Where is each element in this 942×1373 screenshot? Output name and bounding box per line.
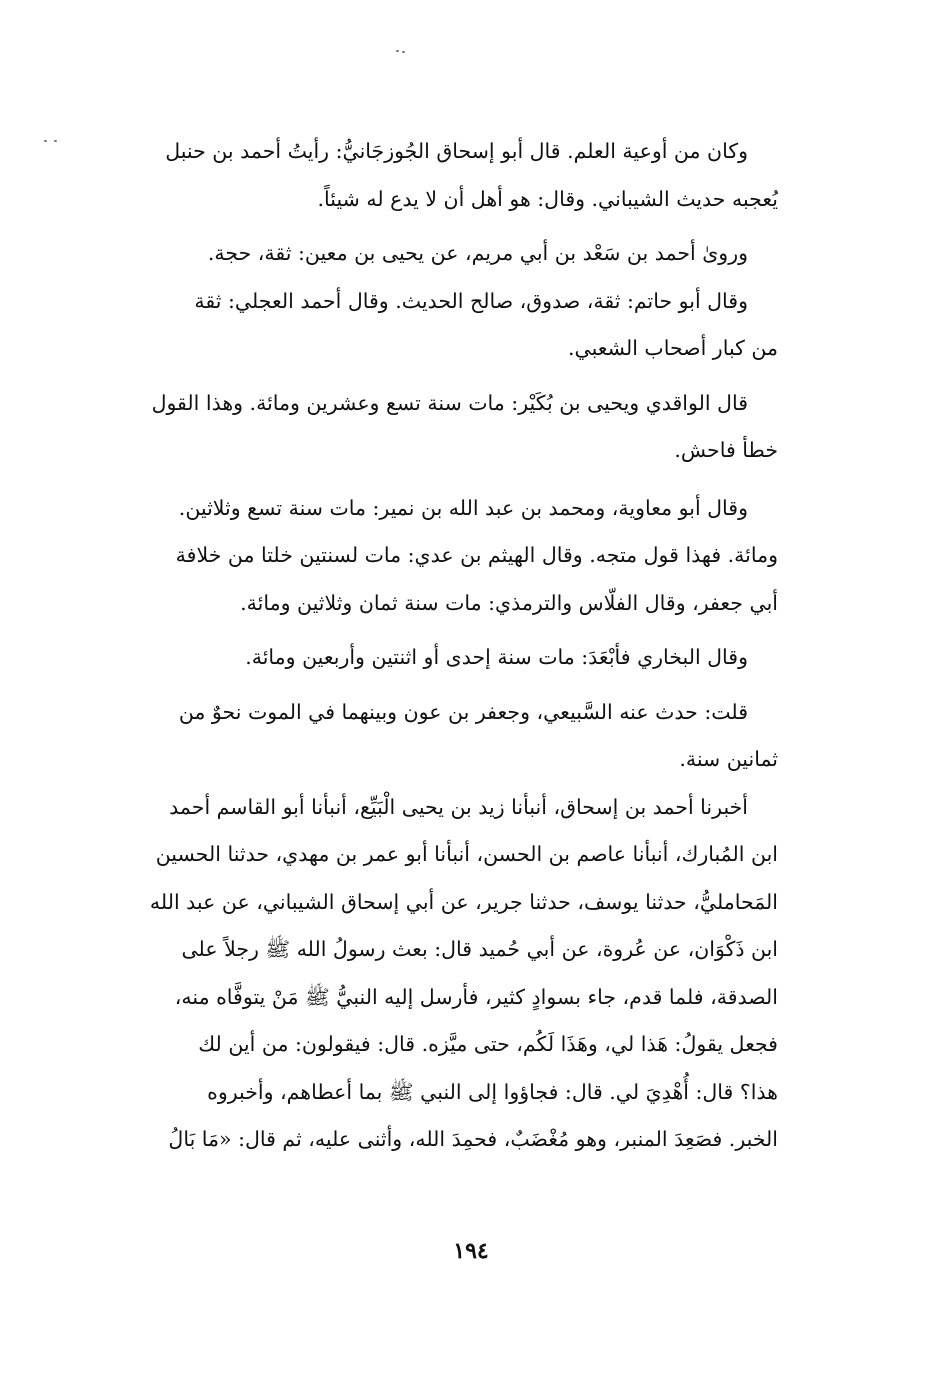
paragraph-1: [110, 128, 778, 223]
paragraph-2: [110, 230, 778, 278]
page-number: ١٩٤: [453, 1238, 489, 1264]
text-line: وقال أبو معاوية، ومحمد بن عبد الله بن نمير: مات سنة تسع وثلاثين.: [178, 495, 748, 520]
text-line: يُعجبه حديث الشيباني. وقال: هو أهل أن لا يدع له شيئاً.: [317, 186, 778, 211]
paragraph-3: [110, 278, 778, 373]
text-line: المَحامليُّ، حدثنا يوسف، حدثنا جرير، عن أبي إسحاق الشيباني، عن عبد الله: [149, 889, 778, 914]
scan-speck: [402, 51, 405, 53]
scan-speck: [44, 140, 47, 142]
text-line: وقال أبو حاتم: ثقة، صدوق، صالح الحديث. وقال أحمد العجلي: ثقة: [194, 288, 748, 313]
text-line: الخبر. فصَعِدَ المنبر، وهو مُغْضَبٌ، فحمِدَ الله، وأثنى عليه، ثم قال: «مَا بَالُ: [168, 1127, 778, 1151]
scan-speck: [396, 50, 399, 52]
scan-speck: [54, 140, 57, 142]
text-line: أخبرنا أحمد بن إسحاق، أنبأنا زيد بن يحيى الْبَيِّع، أنبأنا أبو القاسم أحمد: [169, 794, 748, 819]
paragraph-4: [110, 380, 778, 475]
text-line: ابن ذَكْوَان، عن عُروة، عن أبي حُميد قال: بعث رسولُ الله ﷺ رجلاً على: [181, 937, 778, 961]
text-line: الصدقة، فلما قدم، جاء بسوادٍ كثير، فأرسل إليه النبيُّ ﷺ مَنْ يتوفَّاه منه،: [174, 984, 778, 1009]
text-line: ثمانين سنة.: [679, 747, 778, 771]
text-line: فجعل يقولُ: هَذا لي، وهَذَا لَكُم، حتى ميَّزه. قال: فيقولون: من أين لك: [198, 1032, 778, 1056]
text-line: أبي جعفر، وقال الفلّاس والترمذي: مات سنة ثمان وثلاثين ومائة.: [240, 590, 778, 615]
text-line: من كبار أصحاب الشعبي.: [567, 336, 778, 360]
paragraph-7: [110, 689, 778, 784]
text-line: ابن المُبارك، أنبأنا عاصم بن الحسن، أنبأنا أبو عمر بن مهدي، حدثنا الحسين: [155, 842, 778, 866]
page-body: [110, 128, 778, 1164]
text-line: وكان من أوعية العلم. قال أبو إسحاق الجُوزجَانيُّ: رأيتُ أحمد بن حنبل: [165, 139, 748, 163]
text-line: وروىٰ أحمد بن سَعْد بن أبي مريم، عن يحيى بن معين: ثقة، حجة.: [207, 241, 748, 265]
paragraph-8: [110, 784, 778, 1164]
paragraph-6: [110, 634, 778, 682]
text-line: قال الواقدي ويحيى بن بُكَيْر: مات سنة تسع وعشرين ومائة. وهذا القول: [151, 390, 748, 415]
text-line: قلت: حدث عنه السَّبيعي، وجعفر بن عون وبينهما في الموت نحوٌ من: [178, 699, 748, 724]
paragraph-5: [110, 485, 778, 628]
text-line: ومائة. فهذا قول متجه. وقال الهيثم بن عدي: مات لسنتين خلتا من خلافة: [175, 543, 778, 567]
text-line: خطأ فاحش.: [674, 438, 778, 462]
text-line: هذا؟ قال: أُهْدِيَ لي. قال: فجاؤوا إلى النبي ﷺ بما أعطاهم، وأخبروه: [207, 1079, 778, 1104]
text-line: وقال البخاري فأبْعَدَ: مات سنة إحدى أو اثنتين وأربعين ومائة.: [245, 645, 748, 669]
